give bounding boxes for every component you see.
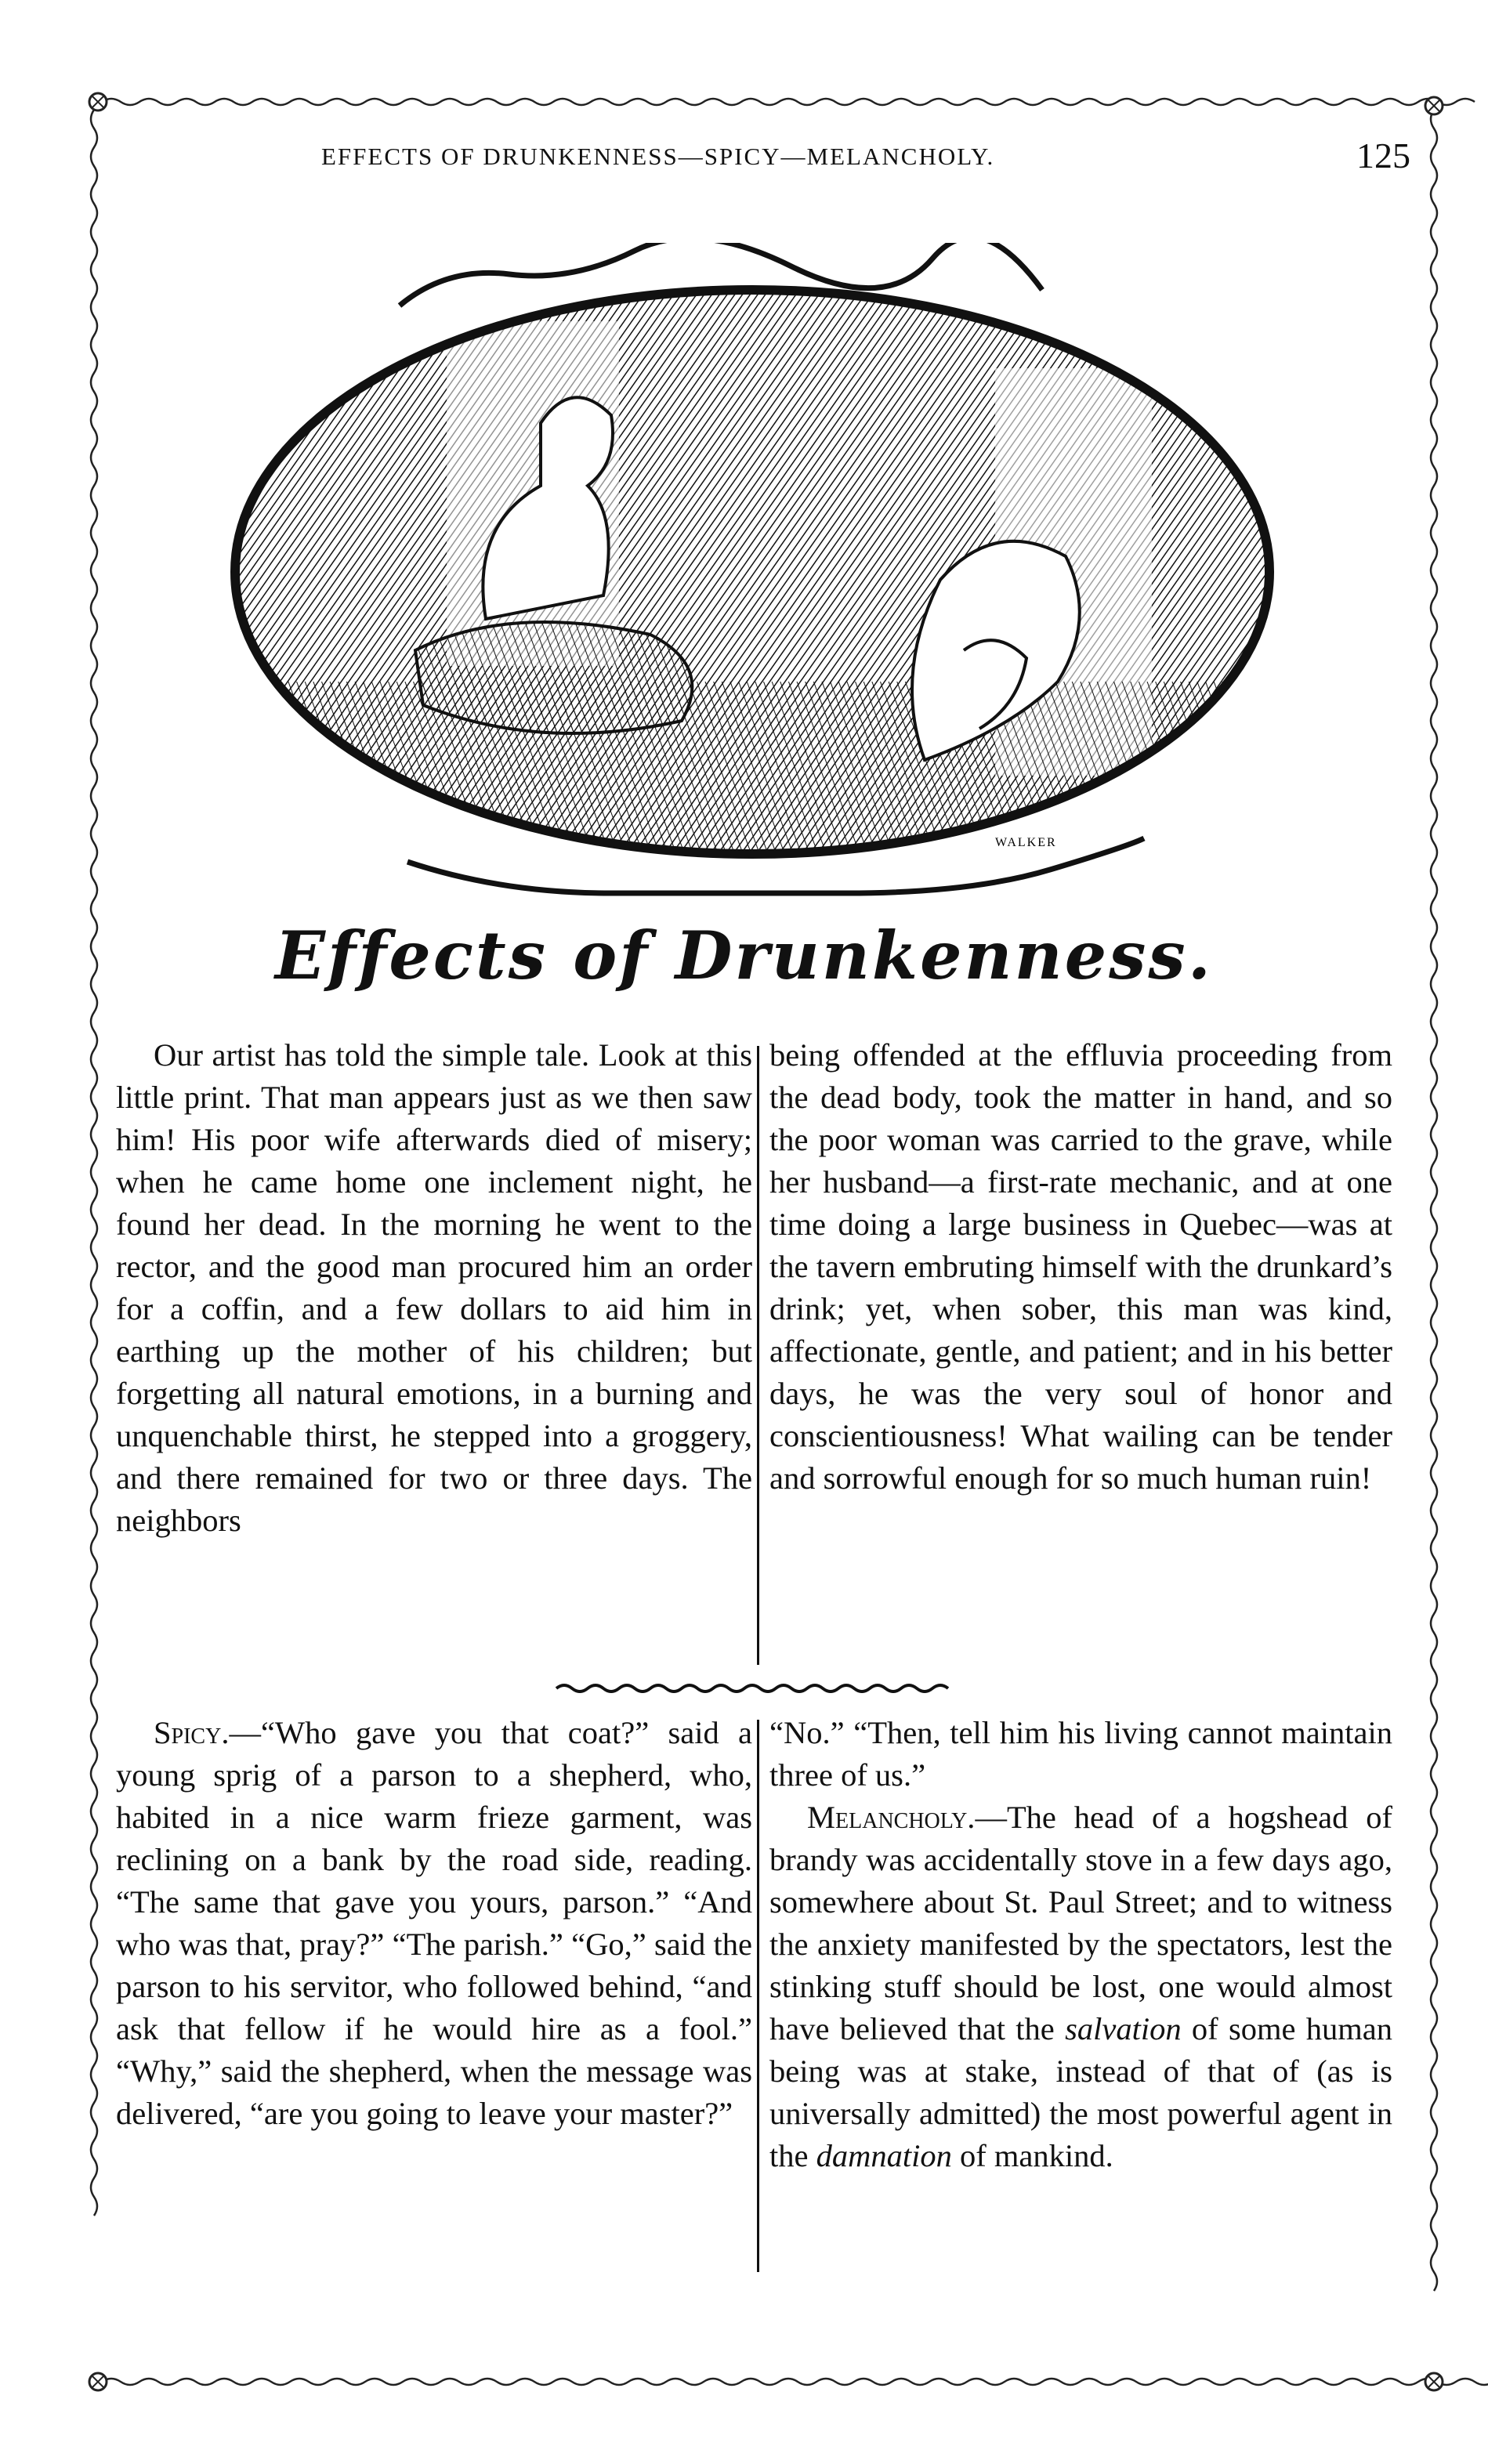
column-rule [757,1046,759,1665]
spicy-text: —“Who gave you that coat?” said a young sprig of a parson to a shepherd, who, habited in a nice warm frieze garment, was reclining on a bank by the road side, reading. “The same that gave you yours, parson.” “And who was that, pray?” “The parish.” “Go,” said the parson to his servitor, who followed behind, “and ask that fellow if he would hire as a fool.” “Why,” said the shepherd, when the message was delivered, “are you going to leave your master?” [116,1715,752,2131]
melancholy-emphasis-damnation: damnation [816,2138,952,2173]
spicy-heading: Spicy. [154,1715,230,1750]
section-divider [548,1677,956,1700]
column-rule [757,1720,759,2272]
article-column-right [769,1034,1392,1500]
melancholy-text-2: of some human being was at stake, instead of that of (as is universally admitted) the most powerful agent in the [769,2011,1392,2173]
melancholy-emphasis-salvation: salvation [1065,2011,1182,2046]
melancholy-text-3: of mankind. [960,2138,1113,2173]
melancholy-paragraph [769,1796,1392,2177]
engraving-illustration [212,243,1293,917]
article-paragraph-left: Our artist has told the simple tale. Look at this little print. That man appears just as we then saw him! His poor wife afterwards died of misery; when he came home one inclement night, he found her dead. In the morning he went to the rector, and the good man procured him an order for a coffin, and a few dollars to aid him in earthing up the mother of his children; but forgetting all natural emotions, in a burning and unquenchable thirst, he stepped into a groggery, and there remained for two or three days. The neighbors [116,1037,752,1538]
page-number: 125 [1356,136,1410,175]
article-paragraph-right: being offended at the effluvia proceeding from the dead body, took the matter in hand, and so the poor woman was carried to the grave, while her husband—a first-rate mechanic, and at one time doing a large business in Quebec—was at the tavern embruting himself with the drunkard’s drink; yet, when sober, this man was kind, affectionate, gentle, and patient; and in his better days, he was the very soul of honor and conscientiousness! What wailing can be tender and sorrowful enough for so much human ruin! [769,1037,1392,1496]
running-head [118,133,1410,180]
engraver-signature: WALKER [995,836,1057,849]
running-title: EFFECTS OF DRUNKENNESS—SPICY—MELANCHOLY. [321,143,995,170]
spicy-paragraph [116,1712,752,2135]
article-title: Effects of Drunkenness. [275,917,1213,994]
melancholy-column [769,1712,1392,2177]
article-column-left [116,1034,752,1542]
melancholy-heading: Melancholy. [807,1800,976,1835]
melancholy-text-1: —The head of a hogshead of brandy was accidentally stove in a few days ago, somewhere about St. Paul Street; and to witness the anxiety manifested by the spectators, lest the stinking stuff should be lost, one would almost have believed that the [769,1800,1392,2046]
spicy-column [116,1712,752,2135]
spicy-continuation: “No.” “Then, tell him his living cannot maintain three of us.” [769,1715,1392,1793]
